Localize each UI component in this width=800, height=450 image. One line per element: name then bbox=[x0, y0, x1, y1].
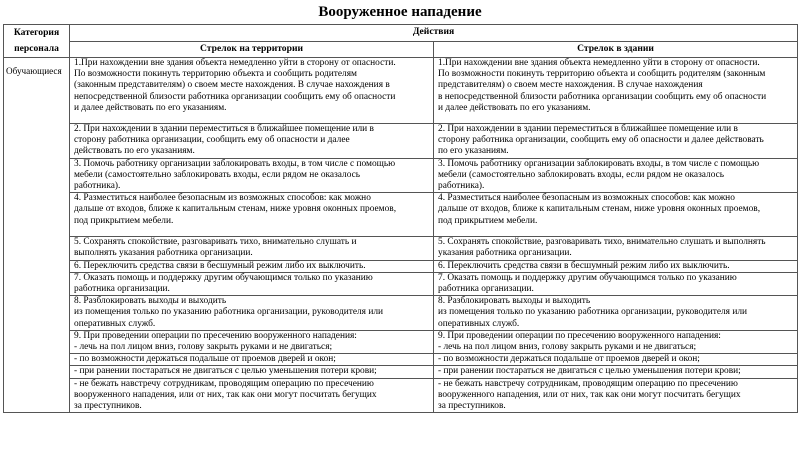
cell-text-line: непосредственной близости работника организации сообщить ему об опасности bbox=[74, 91, 396, 102]
cell-outside bbox=[70, 378, 434, 413]
cell-text-line: за преступников. bbox=[438, 401, 506, 412]
header-outside: Стрелок на территории bbox=[70, 41, 434, 58]
cell-text-line: - лечь на пол лицом вниз, голову закрыть руками и не двигаться; bbox=[438, 342, 697, 353]
cell-inside bbox=[434, 124, 798, 159]
cell-text-line: 7. Оказать помощь и поддержку другим обучающимся только по указанию bbox=[74, 272, 373, 283]
cell-inside bbox=[434, 330, 798, 353]
cell-inside bbox=[434, 58, 798, 124]
header-category bbox=[4, 25, 70, 58]
table-row bbox=[4, 330, 798, 353]
cell-text-line: 8. Разблокировать выходы и выходить bbox=[74, 296, 227, 307]
cell-text-line: 4. Разместиться наиболее безопасным из возможных способов: как можно bbox=[438, 193, 735, 204]
cell-text-line: представителям) о своем месте нахождения. В случае нахождения bbox=[438, 80, 703, 91]
cell-text-line: из помещения только по указанию работника организации, руководителя или bbox=[74, 307, 384, 318]
cell-text-line: 8. Разблокировать выходы и выходить bbox=[438, 296, 591, 307]
header-inside: Стрелок в здании bbox=[434, 41, 798, 58]
table-row bbox=[4, 260, 798, 272]
cell-text-line: 2. При нахождении в здании переместиться в ближайшее помещение или в bbox=[438, 124, 738, 134]
table-row bbox=[4, 366, 798, 378]
cell-text-line: работника). bbox=[438, 181, 485, 192]
cell-outside bbox=[70, 260, 434, 272]
cell-inside bbox=[434, 158, 798, 193]
cell-text-line: работника). bbox=[74, 181, 121, 192]
cell-text-line: по его указаниям. bbox=[438, 146, 509, 157]
cell-text-line: По возможности покинуть территорию объекта и сообщить родителям (законным bbox=[438, 69, 766, 80]
cell-inside bbox=[434, 272, 798, 295]
cell-outside bbox=[70, 366, 434, 378]
cell-text-line: указания работника организации. bbox=[438, 248, 572, 259]
cell-inside bbox=[434, 193, 798, 237]
cell-text-line: 3. Помочь работнику организации заблокировать входы, в том числе с помощью bbox=[438, 158, 760, 169]
cell-outside bbox=[70, 354, 434, 366]
cell-outside bbox=[70, 330, 434, 353]
header-row-columns bbox=[4, 41, 798, 58]
header-actions: Действия bbox=[70, 25, 798, 42]
cell-text-line: и далее действовать по его указаниям. bbox=[74, 102, 227, 113]
header-category-line1: Категория bbox=[13, 27, 60, 38]
cell-text-line: - при ранении постараться не двигаться с целью уменьшения потери крови; bbox=[74, 366, 377, 377]
cell-text-line: выполнять указания работника организации. bbox=[74, 248, 253, 259]
cell-outside bbox=[70, 124, 434, 159]
cell-outside bbox=[70, 158, 434, 193]
cell-text-line: 4. Разместиться наиболее безопасным из возможных способов: как можно bbox=[74, 193, 371, 204]
cell-text-line: 6. Переключить средства связи в бесшумный режим либо их выключить. bbox=[438, 260, 730, 271]
cell-text-line: - при ранении постараться не двигаться с целью уменьшения потери крови; bbox=[438, 366, 741, 377]
cell-text-line: По возможности покинуть территорию объекта и сообщить родителям bbox=[74, 69, 357, 80]
cell-text-line: вооруженного нападения, или от них, так как они могут посчитать бегущих bbox=[438, 389, 741, 400]
document-title: Вооруженное нападение bbox=[318, 4, 482, 20]
actions-table bbox=[3, 24, 798, 413]
cell-text-line: 5. Сохранять спокойствие, разговаривать тихо, внимательно слушать и bbox=[74, 237, 357, 248]
cell-text-line: 7. Оказать помощь и поддержку другим обучающимся только по указанию bbox=[438, 272, 737, 283]
cell-inside bbox=[434, 237, 798, 260]
cell-outside bbox=[70, 296, 434, 331]
cell-outside bbox=[70, 272, 434, 295]
cell-text-line: 6. Переключить средства связи в бесшумный режим либо их выключить. bbox=[74, 260, 366, 271]
table-row bbox=[4, 124, 798, 159]
cell-text-line: - не бежать навстречу сотрудникам, проводящим операцию по пресечению bbox=[74, 378, 374, 389]
table-row bbox=[4, 378, 798, 413]
cell-text-line: сторону работника организации, сообщить ему об опасности и далее действовать bbox=[438, 135, 764, 146]
cell-text-line: - по возможности держаться подальше от проемов дверей и окон; bbox=[74, 354, 336, 365]
cell-outside bbox=[70, 237, 434, 260]
cell-text-line: под прикрытием мебели. bbox=[74, 215, 174, 226]
cell-text-line: 9. При проведении операции по пресечению вооруженного нападения: bbox=[74, 330, 357, 341]
cell-text-line: 1.При нахождении вне здания объекта немедленно уйти в сторону от опасности. bbox=[438, 58, 760, 68]
table-row bbox=[4, 193, 798, 237]
cell-text-line: - по возможности держаться подальше от проемов дверей и окон; bbox=[438, 354, 700, 365]
cell-text-line: 2. При нахождении в здании переместиться в ближайшее помещение или в bbox=[74, 124, 374, 134]
cell-text-line: 3. Помочь работнику организации заблокировать входы, в том числе с помощью bbox=[74, 158, 396, 169]
table-row bbox=[4, 272, 798, 295]
cell-text-line: оперативных служб. bbox=[438, 318, 520, 329]
cell-text-line: вооруженного нападения, или от них, так как они могут посчитать бегущих bbox=[74, 389, 377, 400]
cell-inside bbox=[434, 260, 798, 272]
cell-text-line: дальше от входов, ближе к капитальным стенам, ниже уровня оконных проемов, bbox=[438, 204, 761, 215]
cell-text-line: мебели (самостоятельно заблокировать входы, если рядом не оказалось bbox=[438, 169, 725, 180]
cell-text-line: работника организации. bbox=[74, 284, 170, 295]
cell-text-line: под прикрытием мебели. bbox=[438, 215, 538, 226]
cell-text-line: действовать по его указаниям. bbox=[74, 146, 195, 157]
table-row bbox=[4, 158, 798, 193]
table-row bbox=[4, 354, 798, 366]
cell-text-line: - лечь на пол лицом вниз, голову закрыть руками и не двигаться; bbox=[74, 342, 333, 353]
cell-text-line: оперативных служб. bbox=[74, 318, 156, 329]
table-row bbox=[4, 296, 798, 331]
cell-inside bbox=[434, 366, 798, 378]
cell-text-line: 5. Сохранять спокойствие, разговаривать тихо, внимательно слушать и выполнять bbox=[438, 237, 766, 248]
cell-inside bbox=[434, 378, 798, 413]
cell-text-line: - не бежать навстречу сотрудникам, проводящим операцию по пресечению bbox=[438, 378, 738, 389]
cell-inside bbox=[434, 296, 798, 331]
table-row bbox=[4, 58, 798, 124]
cell-text-line: и далее действовать по его указаниям. bbox=[438, 102, 591, 113]
cell-text-line: в непосредственной близости работника организации сообщить ему об опасности bbox=[438, 91, 767, 102]
cell-text-line: из помещения только по указанию работника организации, руководителя или bbox=[438, 307, 748, 318]
cell-text-line: работника организации. bbox=[438, 284, 534, 295]
cell-text-line: сторону работника организации, сообщить ему об опасности и далее bbox=[74, 135, 350, 146]
cell-outside bbox=[70, 58, 434, 124]
cell-text-line: 1.При нахождении вне здания объекта немедленно уйти в сторону от опасности. bbox=[74, 58, 396, 68]
cell-text-line: за преступников. bbox=[74, 401, 142, 412]
header-row-actions bbox=[4, 25, 798, 42]
cell-text-line: мебели (самостоятельно заблокировать входы, если рядом не оказалось bbox=[74, 169, 361, 180]
cell-outside bbox=[70, 193, 434, 237]
cell-text-line: (законным представителям) о своем месте нахождения. В случае нахождения в bbox=[74, 80, 390, 91]
table-row bbox=[4, 237, 798, 260]
cell-inside bbox=[434, 354, 798, 366]
cell-text-line: дальше от входов, ближе к капитальным стенам, ниже уровня оконных проемов, bbox=[74, 204, 397, 215]
header-category-line2: персонала bbox=[14, 43, 59, 54]
cell-text-line: 9. При проведении операции по пресечению вооруженного нападения: bbox=[438, 330, 721, 341]
role-cell: Обучающиеся bbox=[4, 58, 70, 413]
